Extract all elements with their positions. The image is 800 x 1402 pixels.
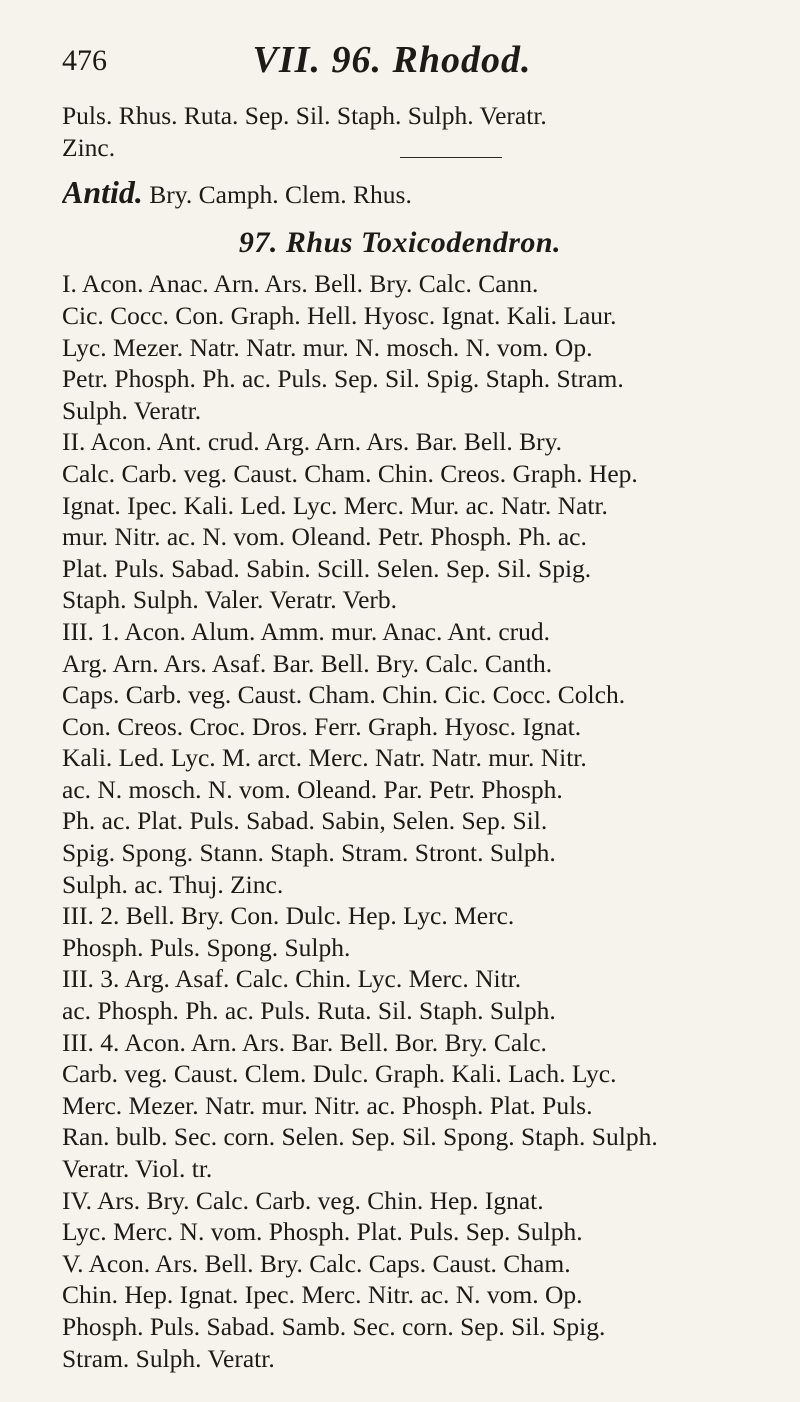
antidotes-list: Bry. Camph. Clem. Rhus. bbox=[149, 180, 412, 209]
text-line: Phosph. Puls. Spong. Sulph. bbox=[62, 932, 351, 962]
text-line: Spig. Spong. Stann. Staph. Stram. Stront. Sulph. bbox=[62, 838, 556, 868]
intro-line: Zinc. bbox=[62, 132, 116, 162]
text-line: Merc. Mezer. Natr. mur. Nitr. ac. Phosph. Plat. Puls. bbox=[62, 1090, 593, 1120]
page-body bbox=[62, 100, 738, 1374]
text-line: Ran. bulb. Sec. corn. Selen. Sep. Sil. Spong. Staph. Sulph. bbox=[62, 1122, 658, 1152]
text-line: Con. Creos. Croc. Dros. Ferr. Graph. Hyosc. Ignat. bbox=[62, 711, 582, 741]
text-line: Lyc. Merc. N. vom. Phosph. Plat. Puls. Sep. Sulph. bbox=[62, 1217, 583, 1247]
text-line: III. 4. Acon. Arn. Ars. Bar. Bell. Bor. Bry. Calc. bbox=[62, 1027, 547, 1057]
text-line: Sulph. ac. Thuj. Zinc. bbox=[62, 869, 284, 899]
text-line: Calc. Carb. veg. Caust. Cham. Chin. Creos. Graph. Hep. bbox=[62, 458, 638, 488]
antidotes-label: Antid. bbox=[62, 177, 143, 209]
section-lines bbox=[62, 268, 738, 1374]
text-line: Veratr. Viol. tr. bbox=[62, 1154, 213, 1183]
text-line: Caps. Carb. veg. Caust. Cham. Chin. Cic. Cocc. Colch. bbox=[62, 680, 626, 710]
section-title: 97. Rhus Toxicodendron. bbox=[238, 225, 562, 259]
text-line: III. 2. Bell. Bry. Con. Dulc. Hep. Lyc. Merc. bbox=[62, 901, 515, 931]
text-line: Arg. Arn. Ars. Asaf. Bar. Bell. Bry. Calc. Canth. bbox=[62, 648, 553, 678]
text-line: mur. Nitr. ac. N. vom. Oleand. Petr. Phosph. Ph. ac. bbox=[62, 522, 587, 552]
text-line: V. Acon. Ars. Bell. Bry. Calc. Caps. Caust. Cham. bbox=[62, 1248, 571, 1278]
text-line: Sulph. Veratr. bbox=[62, 395, 202, 425]
text-line: Stram. Sulph. Veratr. bbox=[62, 1343, 275, 1373]
text-line: Lyc. Mezer. Natr. Natr. mur. N. mosch. N. vom. Op. bbox=[62, 332, 593, 362]
text-line: II. Acon. Ant. crud. Arg. Arn. Ars. Bar. Bell. Bry. bbox=[62, 427, 563, 457]
text-line: ac. N. mosch. N. vom. Oleand. Par. Petr. Phosph. bbox=[62, 774, 563, 804]
page-header bbox=[62, 38, 722, 86]
text-line: IV. Ars. Bry. Calc. Carb. veg. Chin. Hep. Ignat. bbox=[62, 1185, 544, 1215]
text-line: Cic. Cocc. Con. Graph. Hell. Hyosc. Ignat. Kali. Laur. bbox=[62, 300, 617, 330]
text-line: Plat. Puls. Sabad. Sabin. Scill. Selen. Sep. Sil. Spig. bbox=[62, 553, 592, 583]
antidotes-line bbox=[62, 177, 738, 209]
text-line: Ignat. Ipec. Kali. Led. Lyc. Merc. Mur. ac. Natr. Natr. bbox=[62, 490, 608, 520]
text-line: ac. Phosph. Ph. ac. Puls. Ruta. Sil. Staph. Sulph. bbox=[62, 996, 556, 1026]
text-line: I. Acon. Anac. Arn. Ars. Bell. Bry. Calc. Cann. bbox=[62, 269, 539, 299]
text-line: Ph. ac. Plat. Puls. Sabad. Sabin, Selen. Sep. Sil. bbox=[62, 806, 548, 836]
text-line: Chin. Hep. Ignat. Ipec. Merc. Nitr. ac. N. vom. Op. bbox=[62, 1280, 583, 1310]
page-number: 476 bbox=[62, 44, 107, 77]
text-line: Kali. Led. Lyc. M. arct. Merc. Natr. Natr. mur. Nitr. bbox=[62, 743, 587, 773]
text-line: Staph. Sulph. Valer. Veratr. Verb. bbox=[62, 585, 398, 615]
text-line: Phosph. Puls. Sabad. Samb. Sec. corn. Sep. Sil. Spig. bbox=[62, 1311, 606, 1341]
running-title: VII. 96. Rhodod. bbox=[252, 39, 532, 81]
text-line: III. 3. Arg. Asaf. Calc. Chin. Lyc. Merc. Nitr. bbox=[62, 964, 522, 994]
text-line: Carb. veg. Caust. Clem. Dulc. Graph. Kali. Lach. Lyc. bbox=[62, 1059, 617, 1089]
intro-line: Puls. Rhus. Ruta. Sep. Sil. Staph. Sulph. Veratr. bbox=[62, 101, 547, 130]
text-line: III. 1. Acon. Alum. Amm. mur. Anac. Ant. crud. bbox=[62, 616, 550, 646]
text-line: Petr. Phosph. Ph. ac. Puls. Sep. Sil. Spig. Staph. Stram. bbox=[62, 364, 624, 394]
